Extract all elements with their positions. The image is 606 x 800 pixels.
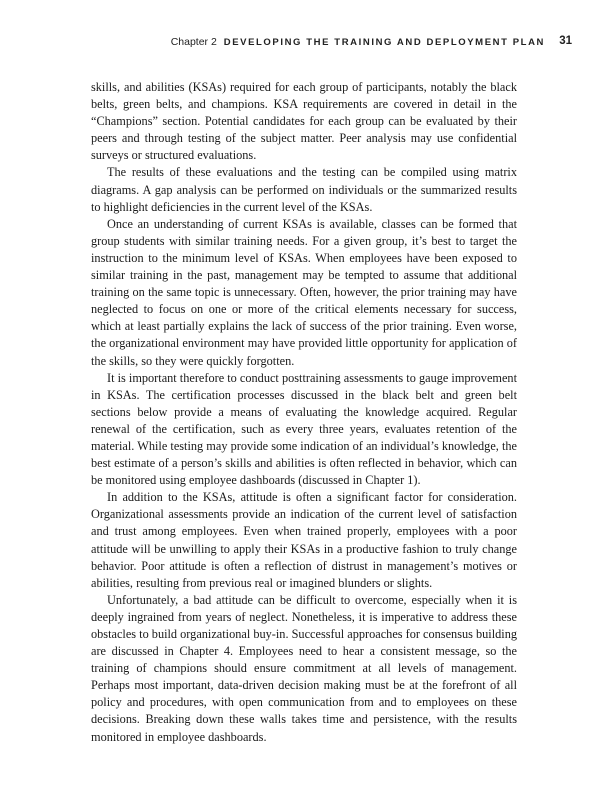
paragraph: The results of these evaluations and the testing can be compiled using matrix diagrams. A gap analysis can be performed on individuals or the summarized results to highlight deficiencies in the current level of the KSAs. [91,165,517,214]
running-head [90,35,572,52]
chapter-title: DEVELOPING THE TRAINING AND DEPLOYMENT PLAN [223,37,545,48]
paragraph: Once an understanding of current KSAs is available, classes can be formed that group students with similar training needs. For a given group, it’s best to target the instruction to the minimum level of KSAs. When employees have been exposed to similar training in the past, management may be tempted to assume that additional training on the same topic is unnecessary. Often, however, the prior training may have neglected to focus on one or more of the critical elements necessary for success, which at least partially explains the lack of success of the prior training. Even worse, the organizational environment may have provided little opportunity for application of the skills, so they were quickly forgotten. [91,216,517,368]
paragraph: Unfortunately, a bad attitude can be difficult to overcome, especially when it is deeply ingrained from years of neglect. Nonetheless, it is imperative to address these obstacles to build organizational buy-in. Successful approaches for consensus building are discussed in Chapter 4. Employees need to hear a consistent message, so the training of champions should ensure commitment at all levels of management. Perhaps most important, data-driven decision making must be at the forefront of all policy and procedures, with open communication from and to employees on these decisions. Breaking down these walls takes time and persistence, with the results monitored in employee dashboards. [91,592,517,744]
chapter-heading [171,36,545,48]
paragraph: It is important therefore to conduct posttraining assessments to gauge improvement in KSAs. The certification processes discussed in the black belt and green belt sections below provide a means of evaluating the knowledge acquired. Regular renewal of the certification, such as every three years, evaluates retention of the material. While testing may provide some indication of an individual’s knowledge, the best estimate of a person’s skills and abilities is often reflected in behavior, which can be monitored using employee dashboards (discussed in Chapter 1). [91,370,517,488]
chapter-label: Chapter 2 [170,36,217,48]
body-text [91,79,517,746]
page-number: 31 [559,35,572,47]
paragraph-continuation: skills, and abilities (KSAs) required for each group of participants, notably the black belts, green belts, and champions. KSA requirements are covered in detail in the “Champions” section. Potential candidates for each group can be evaluated by their peers and through testing of the subject matter. Peer analysis may use confidential surveys or structured evaluations. [91,80,517,163]
paragraph: In addition to the KSAs, attitude is often a significant factor for consideration. Organizational assessments provide an indication of the current level of satisfaction and trust among employees. Even when trained properly, employees with a poor attitude will be unwilling to apply their KSAs in a productive fashion to truly change behavior. Poor attitude is often a reflection of distrust in management’s motives or abilities, resulting from previous real or imagined blunders or slights. [91,490,517,590]
